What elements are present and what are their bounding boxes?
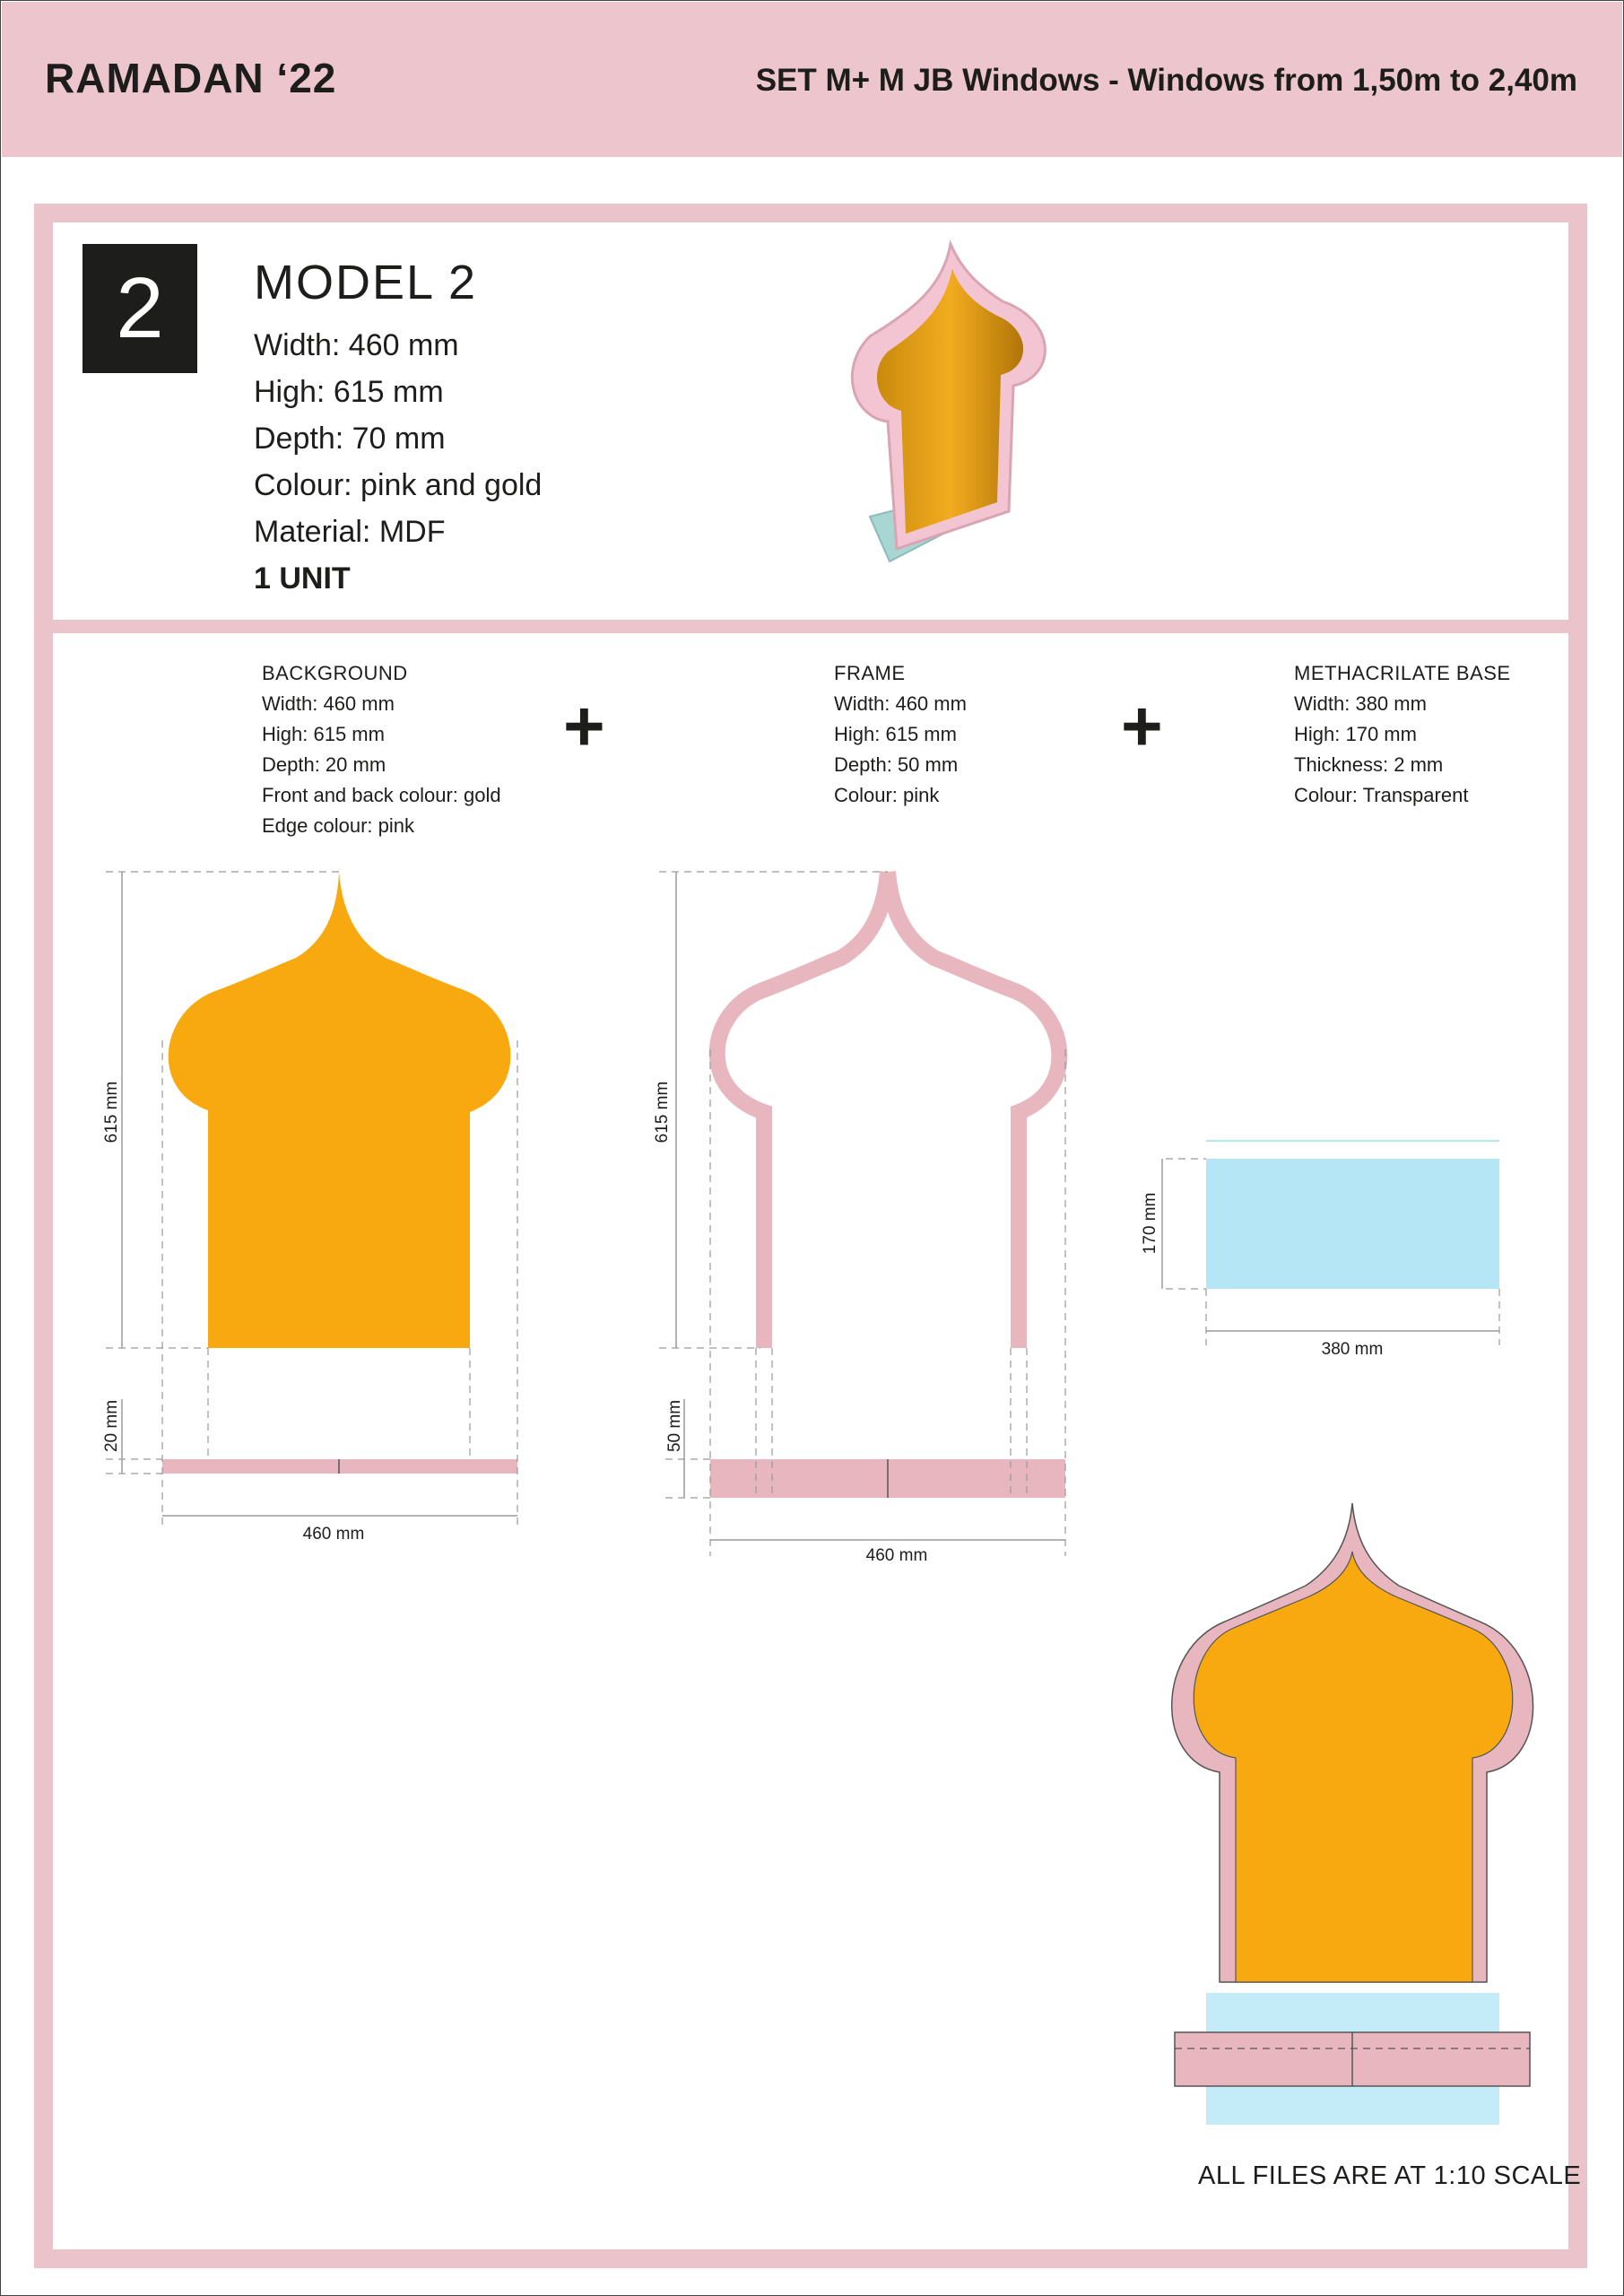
frame-width-label: 460 mm: [865, 1546, 928, 1565]
frame-guide-lines: [659, 872, 1065, 1556]
background-width-label: 460 mm: [302, 1525, 365, 1544]
model-3d-render: [852, 244, 1045, 561]
background-spec-4: Front and back colour: gold: [262, 784, 501, 806]
background-depth-label: 20 mm: [102, 1399, 121, 1453]
base-title: METHACRILATE BASE: [1294, 662, 1511, 684]
plus-sign-1: +: [563, 686, 605, 766]
base-spec-3: Thickness: 2 mm: [1294, 753, 1444, 776]
header-title: RAMADAN ‘22: [45, 55, 337, 101]
frame-title: FRAME: [834, 662, 906, 684]
frame-spec-2: High: 615 mm: [834, 723, 957, 745]
spec-depth: Depth: 70 mm: [254, 422, 446, 456]
frame-elevation-drawing: [710, 872, 1065, 1498]
frame-spec-4: Colour: pink: [834, 784, 940, 806]
spec-width: Width: 460 mm: [254, 328, 459, 362]
base-height-label: 170 mm: [1141, 1192, 1159, 1255]
frame-depth-label: 50 mm: [665, 1399, 684, 1453]
frame-spec-3: Depth: 50 mm: [834, 753, 959, 776]
spec-height: High: 615 mm: [254, 375, 444, 409]
model-title: MODEL 2: [254, 256, 478, 309]
background-spec-1: Width: 460 mm: [262, 692, 395, 715]
base-width-label: 380 mm: [1321, 1340, 1384, 1359]
header-subtitle: SET M+ M JB Windows - Windows from 1,50m to 2,40m: [755, 63, 1577, 98]
background-elevation-drawing: [162, 872, 517, 1474]
spec-material: Material: MDF: [254, 515, 446, 549]
frame-height-label: 615 mm: [653, 1081, 672, 1144]
spec-colour: Colour: pink and gold: [254, 468, 543, 502]
assembled-view-drawing: [1172, 1503, 1533, 2125]
background-spec-5: Edge colour: pink: [262, 814, 414, 837]
background-spec-3: Depth: 20 mm: [262, 753, 386, 776]
background-title: BACKGROUND: [262, 662, 408, 684]
background-spec-2: High: 615 mm: [262, 723, 385, 745]
background-side-view: [162, 1459, 517, 1474]
base-drawing: [1206, 1141, 1499, 1289]
plus-sign-2: +: [1121, 686, 1163, 766]
base-spec-1: Width: 380 mm: [1294, 692, 1427, 715]
base-spec-4: Colour: Transparent: [1294, 784, 1469, 806]
model-number-badge: 2: [83, 244, 197, 373]
background-height-label: 615 mm: [102, 1081, 121, 1144]
base-spec-2: High: 170 mm: [1294, 723, 1417, 745]
frame-spec-1: Width: 460 mm: [834, 692, 967, 715]
spec-units: 1 UNIT: [254, 561, 351, 596]
scale-note: ALL FILES ARE AT 1:10 SCALE: [1198, 2161, 1582, 2190]
frame-dimension-lines: [676, 872, 1065, 1540]
